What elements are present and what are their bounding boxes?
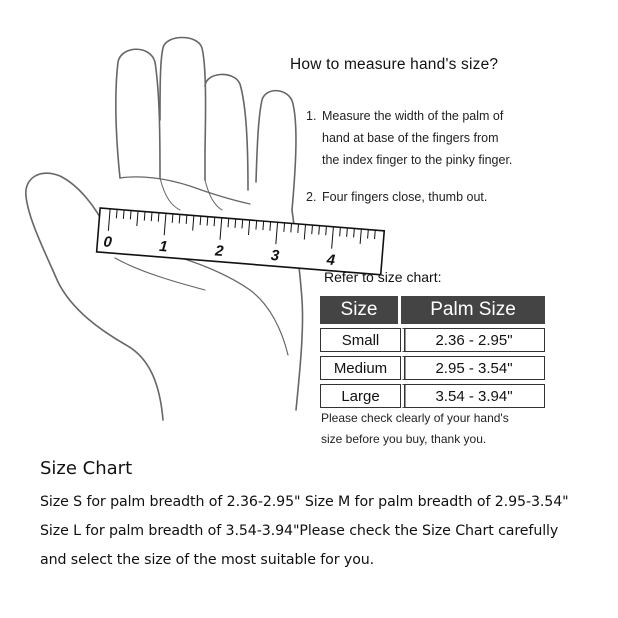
size-chart-description (40, 488, 610, 575)
refer-label: Refer to size chart: (324, 269, 442, 285)
instruction-step-1 (306, 105, 596, 171)
step-number: 2. (306, 190, 317, 204)
size-cell: Medium (320, 356, 401, 380)
measuring-tape (97, 208, 385, 275)
table-header-row (320, 296, 545, 324)
note-text (321, 408, 611, 450)
ruler-label: 2 (214, 242, 225, 261)
table-row (320, 384, 545, 408)
step-number: 1. (306, 109, 317, 123)
note-line: size before you buy, thank you. (321, 432, 487, 446)
description-line: and select the size of the most suitable for you. (40, 552, 375, 568)
step-line: the index finger to the pinky finger. (322, 153, 513, 167)
ruler-label: 4 (326, 251, 336, 269)
palm-cell: 3.54 - 3.94" (401, 384, 545, 408)
header-palm-size: Palm Size (401, 296, 545, 324)
description-line: Size S for palm breadth of 2.36-2.95" Size M for palm breadth of 2.95-3.54" (40, 494, 569, 510)
page-title: How to measure hand's size? (290, 56, 499, 73)
ruler-label: 0 (102, 233, 113, 252)
ruler-label: 1 (158, 237, 169, 256)
table-row (320, 356, 545, 380)
step-line: Four fingers close, thumb out. (322, 190, 488, 204)
palm-cell: 2.95 - 3.54" (401, 356, 545, 380)
note-line: Please check clearly of your hand's (321, 411, 509, 425)
header-size: Size (320, 296, 401, 324)
size-table (320, 292, 545, 412)
size-cell: Small (320, 328, 401, 352)
size-chart-heading: Size Chart (40, 458, 133, 479)
palm-cell: 2.36 - 2.95" (401, 328, 545, 352)
step-line: Measure the width of the palm of (322, 109, 504, 123)
tape-body (97, 208, 385, 275)
description-line: Size L for palm breadth of 3.54-3.94"Please check the Size Chart carefully (40, 523, 559, 539)
instruction-step-2 (306, 186, 596, 208)
step-line: hand at base of the fingers from (322, 131, 499, 145)
size-cell: Large (320, 384, 401, 408)
ruler-label: 3 (270, 246, 280, 265)
table-row (320, 328, 545, 352)
